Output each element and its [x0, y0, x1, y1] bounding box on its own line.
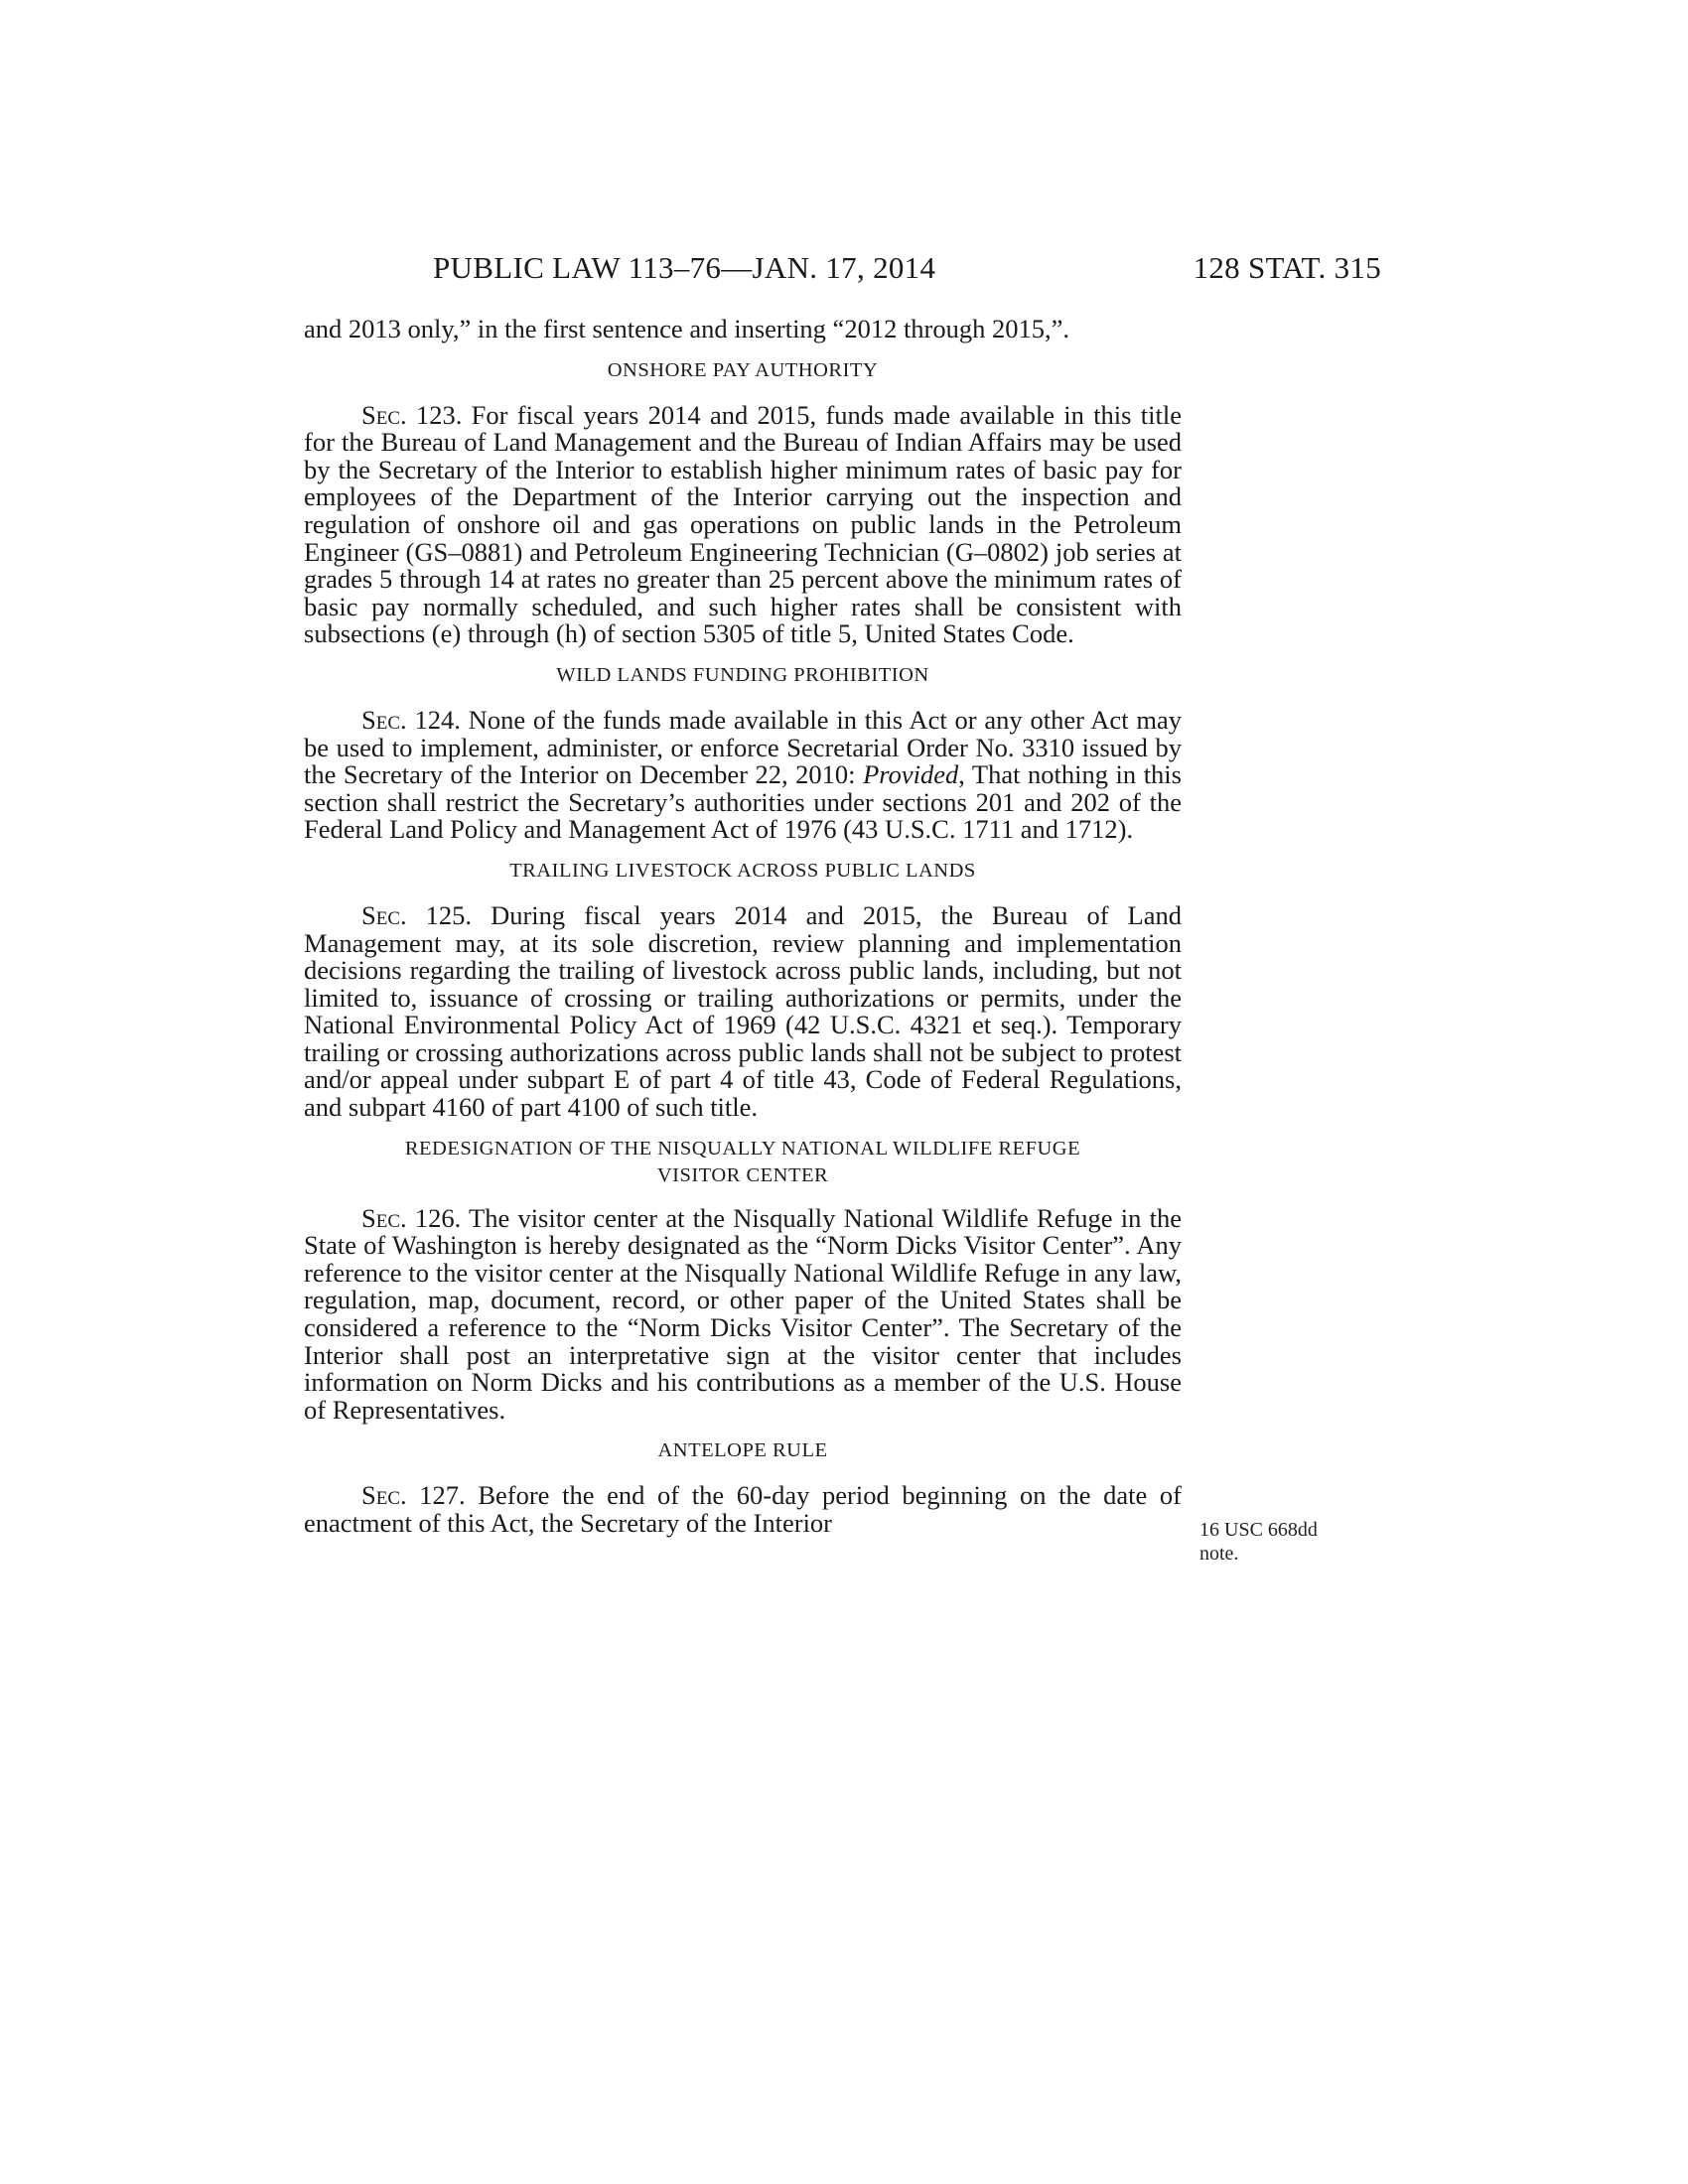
section-text: None of the funds made available in this Act or any other Act may be used to implement, administer, or enforce Secretarial Order No. 3310 issued by the Secretary of the Interior on December 22, 2010: [304, 704, 1183, 790]
section-heading: TRAILING LIVESTOCK ACROSS PUBLIC LANDS [509, 859, 976, 882]
page-header [304, 250, 1381, 290]
section-text: For fiscal years 2014 and 2015, funds made available in this title for the Bureau of Land Management and the Bureau of Indian Affairs may be used by the Secretary of the Interior to establish higher minimum rates of basic pay for employees of the Department of the Interior carrying out the inspection and regulation of onshore oil and gas operations on public lands in the Petroleum Engineer (GS–0881) and Petroleum Engineering Technician (G–0802) job series at grades 5 through 14 at rates no greater than 25 percent above the minimum rates of basic pay normally scheduled, and such higher rates shall be consistent with subsections (e) through (h) of section 5305 of title 5, United States Code. [304, 399, 1182, 649]
section-127-paragraph [304, 1482, 1182, 1537]
section-number: . 127. [400, 1480, 466, 1511]
section-123-paragraph [304, 399, 1182, 649]
section-text-continued: , That nothing in this section shall restrict the Secretary’s authorities under sections 201 and 202 of the Federal Land Policy and Management Act of 1976 (43 U.S.C. 1711 and 1712). [304, 759, 1182, 845]
section-label: Sec [361, 1480, 401, 1511]
section-heading: WILD LANDS FUNDING PROHIBITION [556, 663, 929, 686]
section-text: The visitor center at the Nisqually National Wildlife Refuge in the State of Washington is hereby designated as the “Norm Dicks Visitor Center”. Any reference to the visitor center at the Nisqually National Wildlife Refuge in any law, regulation, map, document, record, or other paper of the United States shall be considered a reference to the “Norm Dicks Visitor Center”. The Secretary of the Interior shall post an interpretative sign at the visitor center that includes information on Norm Dicks and his contributions as a member of the U.S. House of Representatives. [304, 1202, 1182, 1425]
section-125-paragraph [304, 899, 1183, 1123]
section-label: Sec [361, 1202, 401, 1233]
section-label: Sec [361, 899, 401, 930]
section-number: . 125. [400, 899, 473, 930]
section-heading: ANTELOPE RULE [657, 1439, 828, 1462]
section-heading [304, 1136, 1182, 1189]
section-heading-line-2: VISITOR CENTER [656, 1163, 829, 1186]
section-label: Sec [361, 399, 401, 430]
section-number: . 124. [400, 704, 461, 735]
section-126-paragraph [304, 1202, 1182, 1425]
statute-page-number: 128 STAT. 315 [1193, 250, 1381, 285]
section-label: Sec [361, 704, 401, 735]
section-text: During fiscal years 2014 and 2015, the Bureau of Land Management may, at its sole discretion, review planning and implementation decisions regarding the trailing of livestock across public lands, including, but not limited to, issuance of crossing or trailing authorizations or permits, under the National Environmental Policy Act of 1969 (42 U.S.C. 4321 et seq.). Temporary trailing or crossing authorizations across public lands shall not be subject to protest and/or appeal under subpart E of part 4 of title 43, Code of Federal Regulations, and subpart 4160 of part 4100 of such title. [304, 899, 1183, 1123]
section-124-paragraph [304, 704, 1183, 845]
public-law-citation: PUBLIC LAW 113–76—JAN. 17, 2014 [433, 250, 936, 285]
document-body [304, 316, 1182, 1538]
section-number: . 126. [400, 1202, 462, 1233]
section-text: Before the end of the 60-day period beginning on the date of enactment of this Act, the Secretary of the Interior [304, 1480, 1183, 1538]
continued-paragraph: and 2013 only,” in the first sentence and inserting “2012 through 2015,”. [304, 314, 1070, 343]
section-number: . 123. [400, 399, 463, 430]
section-heading-line-1: REDESIGNATION OF THE NISQUALLY NATIONAL WILDLIFE REFUGE [404, 1137, 1081, 1160]
margin-note: 16 USC 668dd note. [1199, 1519, 1318, 1565]
section-heading: ONSHORE PAY AUTHORITY [607, 358, 879, 381]
italic-proviso: Provided [863, 759, 959, 790]
